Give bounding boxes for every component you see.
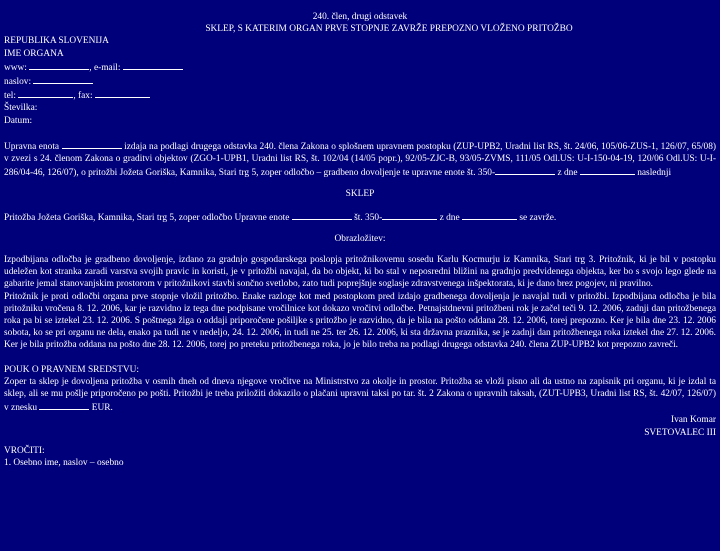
tel-fax-line: tel: , fax: [4,88,716,102]
decision-date-blank [580,165,635,175]
tel-blank [18,88,73,98]
obrazlozitev-title: Obrazložitev: [334,233,386,244]
pouk-paragraph: Zoper ta sklep je dovoljena pritožba v osmih dneh od dneva njegove vročitve na Ministrstvo za okolje in prostor. Pritožba se vloži pisno ali da ustno na zapisnik pri organu, ki je izdal ta sklep, ali se mu pošlje priporočeno po pošti. Pritožbi je treba priložiti dokazilo o plačani upravni taksi po tar. št. 2 Zakona o upravnih taksah, (ZUT-UPB3, Uradni list RS, št. 42/07, 126/07) v znesku EUR. [4,376,716,414]
address-line: naslov: [4,74,716,88]
document-heading: SKLEP, S KATERIM ORGAN PRVE STOPNJE ZAVRŽE PREPOZNO VLOŽENO PRITOŽBO [205,24,573,35]
pouk-title: POUK O PRAVNEM SREDSTVU: [4,364,140,375]
fax-blank [95,88,150,98]
intro-paragraph: Upravna enota izdaja na podlagi drugega odstavka 240. člena Zakona o splošnem upravnem postopku (ZUP-UPB2, Uradni list RS, št. 24/06, 105/06-ZUS-1, 126/07, 65/08) v zvezi s 24. členom Zakona o graditvi objektov (ZGO-1-UPB1, Uradni list RS, št. 102/04 (14/05 popr.), 92/05-ZJC-B, 93/05-ZVMS, 111/05 Odl.US: U-I-150-04-19, 120/06 Odl.US: U-I-286/04-46, 126/07), o pritožbi Jožeta Goriška, Kamnika, Stari trg 5, zoper odločbo – gradbeno dovoljenje te upravne enote št. 350- z dne naslednji [4,139,716,180]
sklep-paragraph: Pritožba Jožeta Goriška, Kamnika, Stari trg 5, zoper odločbo Upravne enote št. 350- z dne se zavrže. [4,210,716,224]
email-blank [123,60,183,70]
address-blank [33,74,93,84]
signatory-name: Ivan Komar [670,415,716,426]
sklep-unit-blank [292,210,352,220]
signatory-title: SVETOVALEC III [644,427,716,438]
sklep-date-blank [462,210,517,220]
document-page [0,11,720,551]
obrazlozitev-paragraph-2: Pritožnik je proti odločbi organa prve stopnje vložil pritožbo. Enake razloge kot med postopkom pred izdajo gradbenega dovoljenja je navajal tudi v pritožbi. Izpodbijana odločba je bila pritožniku vročena 8. 12. 2006, kar je razvidno iz tega dne podpisane vročilnice kot dokazo vročitvi odločbe. Petnajstdnevni pritožbeni rok je začel teči 9. 12. 2006, zadnji dan pritožbenega roka pa bi se iztekel 23. 12. 2006. S poštnega žiga o oddaji priporočene pošiljke s pritožbo je razvidno, da je bila na pošto oddana 28. 12. 2006, torej prepozno. Ker je bila dne 23. 12. 2006 sobota, ko se pri organu ne dela, enako pa tudi ne v nedeljo, 24. 12. 2006, in tudi ne 25. ter 26. 12. 2006, ki sta državna praznika, se je zadnji dan pritožbenega roka iztekel dne 27. 12. 2006. Ker je bila pritožba oddana na pošto dne 28. 12. 2006, torej po preteku pritožbenega roka, jo je bilo treba na podlagi drugega odstavka 240. člena ZUP-UPB2 kot prepozno zavreči. [4,291,716,351]
sklep-title: SKLEP [345,189,375,200]
vrociti-item-1: 1. Osebno ime, naslov – osebno [4,458,124,469]
www-blank [29,60,89,70]
www-email-line: www: , e-mail: [4,60,716,74]
vrociti-title: VROČITI: [4,445,45,456]
organ-name: IME ORGANA [4,48,64,59]
article-reference: 240. člen, drugi odstavek [312,12,408,22]
unit-blank [62,139,122,149]
sklep-number-blank [382,210,437,220]
republic-label: REPUBLIKA SLOVENIJA [4,36,109,47]
number-label: Številka: [4,103,38,114]
obrazlozitev-paragraph-1: Izpodbijana odločba je gradbeno dovoljenje, izdano za gradnjo gospodarskega poslopja pritožnikovemu sosedu Karlu Kocmurju iz Kamnika, Stari trg 3. Pritožnik, ki je bil v postopku udeležen kot stranka zaradi varstva svojih pravic in koristi, je v pritožbi navajal, da bo objekt, ki bo stal v neposredni bližini na gradnjo predvidenega objekta, ker bo s svojo lego glede na gabarite jemal stanovanjskim prostorom v pritožnikovi stavbi sončno svetlobo, zato tudi poprejšnje soglasje zdravstvenega inšpektorata, ki je dano brez pogojev, ni pravilno. [4,255,716,290]
date-label: Datum: [4,115,33,126]
fee-amount-blank [39,400,89,410]
letterhead [4,35,716,126]
decision-number-blank [495,165,555,175]
